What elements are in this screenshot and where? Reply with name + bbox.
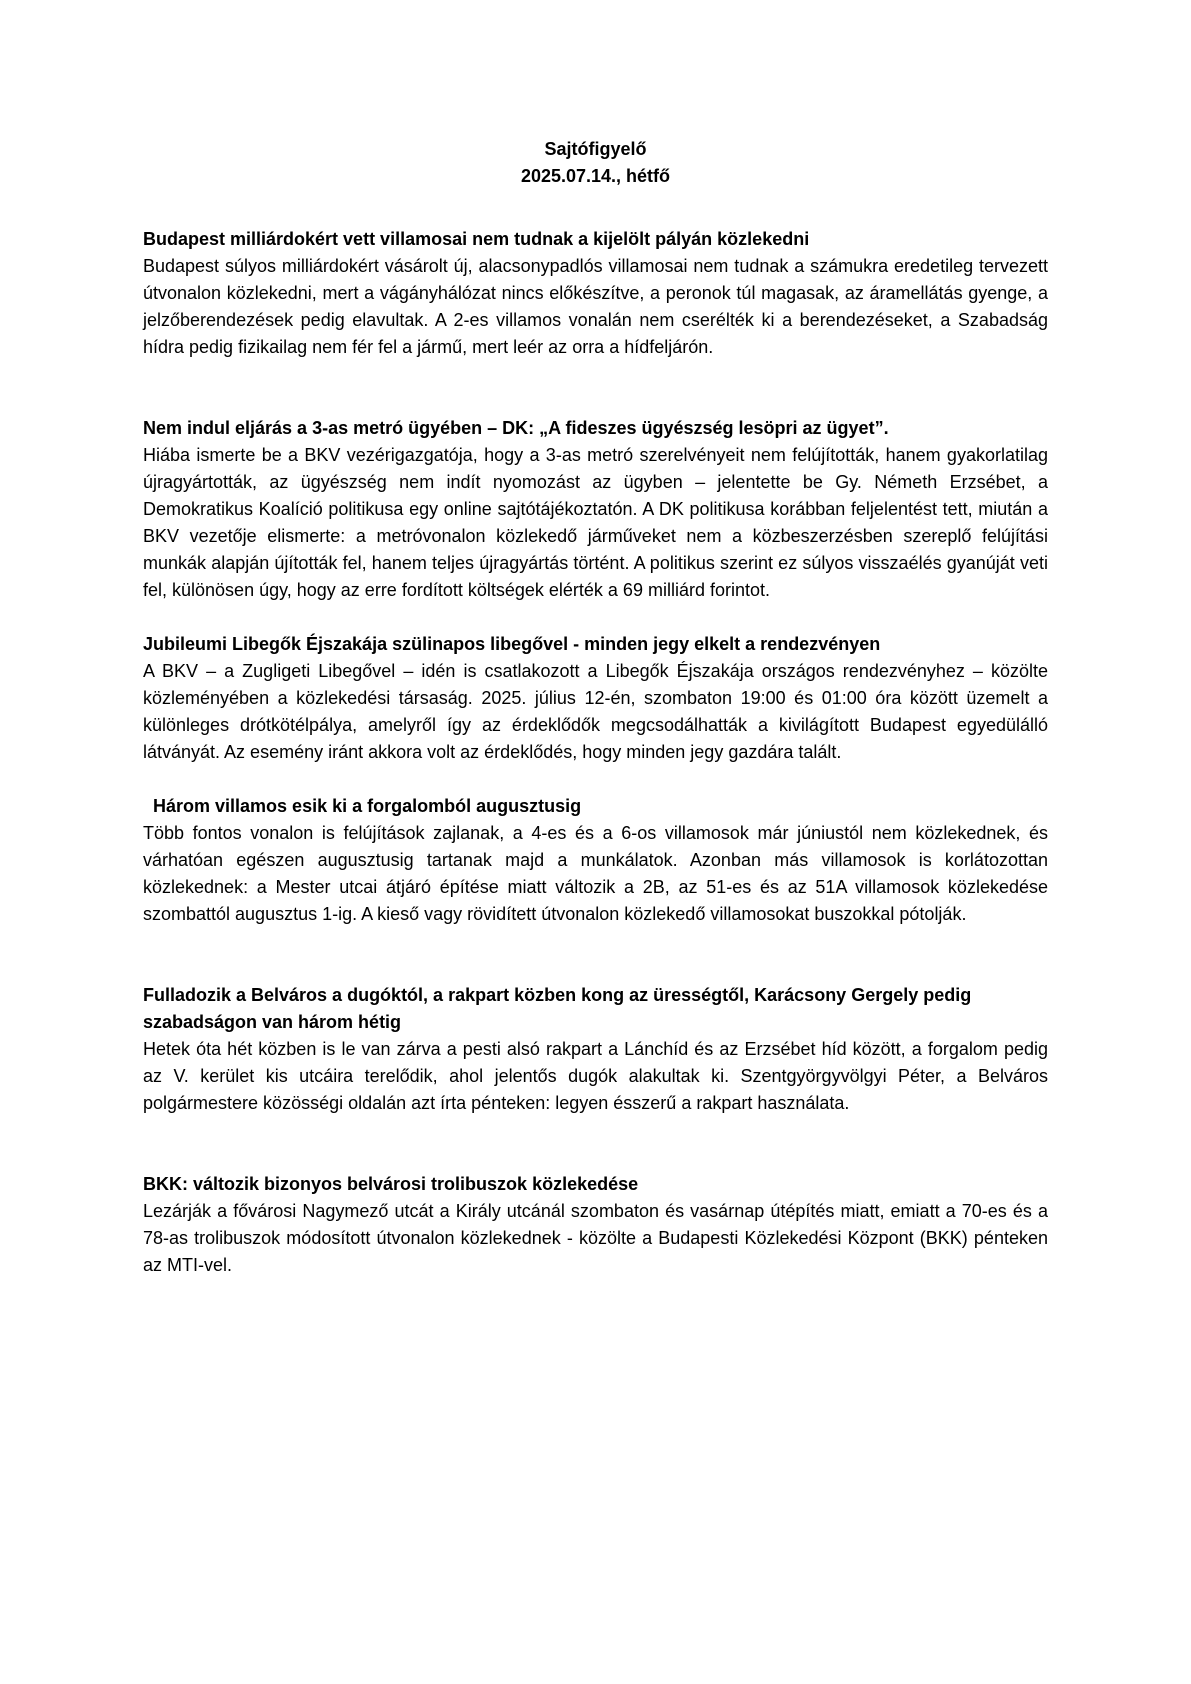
article-title: BKK: változik bizonyos belvárosi trolibuszok közlekedése [143,1174,639,1194]
article-5 [143,982,1048,1117]
article-2 [143,415,1048,604]
article-title: Budapest milliárdokért vett villamosai nem tudnak a kijelölt pályán közlekedni [143,229,810,249]
article-body: Lezárják a fővárosi Nagymező utcát a Király utcánál szombaton és vasárnap útépítés miatt, emiatt a 70-es és a 78-as trolibuszok módosított útvonalon közlekednek - közölte a Budapesti Közlekedési Központ (BKK) pénteken az MTI-vel. [143,1201,1048,1275]
document-header [143,136,1048,190]
article-body: Hiába ismerte be a BKV vezérigazgatója, hogy a 3-as metró szerelvényeit nem felújították, hanem gyakorlatilag újragyártották, az ügyészség nem indít nyomozást az ügyben – jelentette be Gy. Németh Erzsébet, a Demokratikus Koalíció politikusa egy online sajtótájékoztatón. A DK politikusa korábban feljelentést tett, miután a BKV vezetője elismerte: a metróvonalon közlekedő járműveket nem a közbeszerzésben szereplő felújítási munkák alapján újították fel, hanem teljes újragyártás történt. A politikus szerint ez súlyos visszaélés gyanúját veti fel, különösen úgy, hogy az erre fordított költségek elérték a 69 milliárd forintot. [143,445,1048,600]
article-title: Nem indul eljárás a 3-as metró ügyében – DK: „A fideszes ügyészség lesöpri az ügyet”. [143,418,889,438]
article-title: Jubileumi Libegők Éjszakája szülinapos libegővel - minden jegy elkelt a rendezvényen [143,634,881,654]
article-6 [143,1171,1048,1279]
document-title: Sajtófigyelő [544,139,647,159]
article-1 [143,226,1048,361]
article-4 [143,793,1048,928]
article-body: A BKV – a Zugligeti Libegővel – idén is csatlakozott a Libegők Éjszakája országos rendezvényhez – közölte közleményében a közlekedési társaság. 2025. július 12-én, szombaton 19:00 és 01:00 óra között üzemelt a különleges drótkötélpálya, amelyről így az érdeklődők megcsodálhatták a kivilágított Budapest egyedülálló látványát. Az esemény iránt akkora volt az érdeklődés, hogy minden jegy gazdára talált. [143,661,1048,762]
article-body: Több fontos vonalon is felújítások zajlanak, a 4-es és a 6-os villamosok már júniustól nem közlekednek, és várhatóan egészen augusztusig tartanak majd a munkálatok. Azonban más villamosok is korlátozottan közlekednek: a Mester utcai átjáró építése miatt változik a 2B, az 51-es és az 51A villamosok közlekedése szombattól augusztus 1-ig. A kieső vagy rövidített útvonalon közlekedő villamosokat buszokkal pótolják. [143,823,1048,924]
article-3 [143,631,1048,766]
article-body: Hetek óta hét közben is le van zárva a pesti alsó rakpart a Lánchíd és az Erzsébet híd között, a forgalom pedig az V. kerület kis utcáira terelődik, ahol jelentős dugók alakultak ki. Szentgyörgyvölgyi Péter, a Belváros polgármestere közösségi oldalán azt írta pénteken: legyen ésszerű a rakpart használata. [143,1039,1048,1113]
article-title: Fulladozik a Belváros a dugóktól, a rakpart közben kong az ürességtől, Karácsony Gergely pedig szabadságon van három hétig [143,985,972,1032]
document-date: 2025.07.14., hétfő [520,166,671,186]
article-body: Budapest súlyos milliárdokért vásárolt új, alacsonypadlós villamosai nem tudnak a számukra eredetileg tervezett útvonalon közlekedni, mert a vágányhálózat nincs előkészítve, a peronok túl magasak, az áramellátás gyenge, a jelzőberendezések pedig elavultak. A 2-es villamos vonalán nem cserélték ki a berendezéseket, a Szabadság hídra pedig fizikailag nem fér fel a jármű, mert leér az orra a hídfeljárón. [143,256,1048,357]
document-page [143,136,1048,1279]
article-title: Három villamos esik ki a forgalomból augusztusig [153,796,582,816]
